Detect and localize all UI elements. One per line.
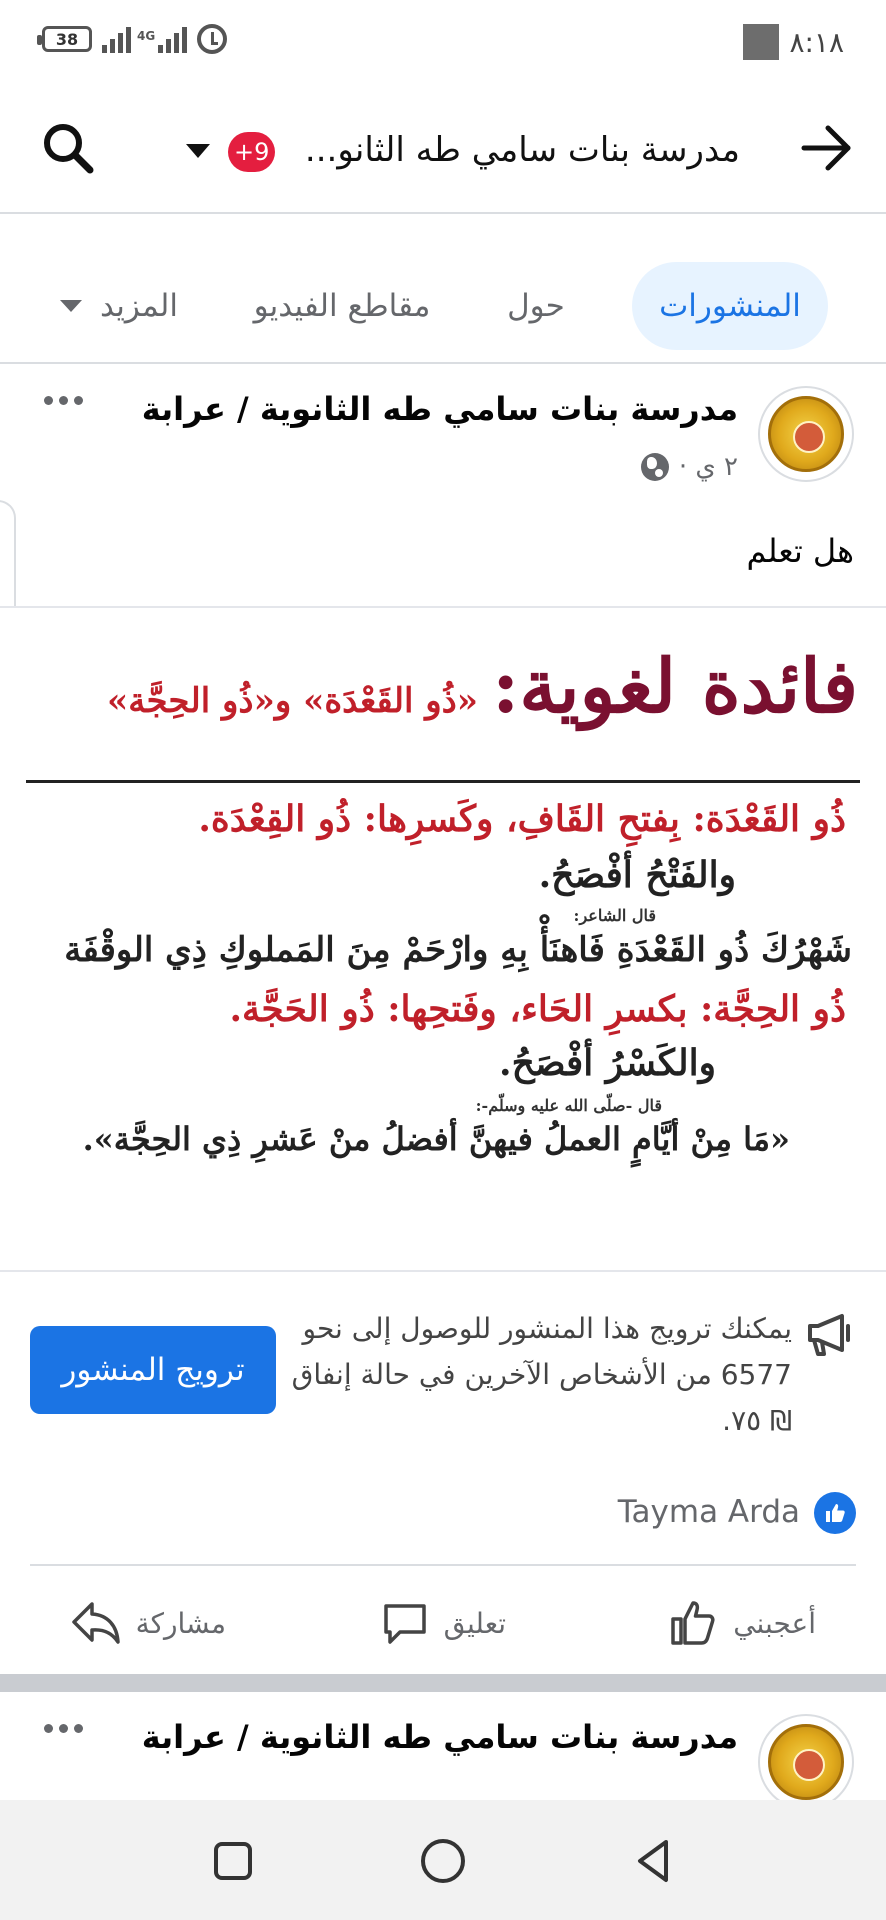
status-right [743,24,844,60]
like-label: أعجبني [733,1606,816,1640]
promote-text: يمكنك ترويج هذا المنشور للوصول إلى نحو 6577 من الأشخاص الآخرين في حالة إنفاق ₪ ٧٥. [291,1312,792,1437]
comment-icon [380,1598,430,1648]
comment-button[interactable] [380,1590,506,1656]
like-button[interactable] [667,1590,816,1656]
more-options-icon[interactable] [44,396,83,405]
tab-more-label: المزيد [100,288,178,324]
school-logo [768,396,844,472]
comment-label: تعليق [443,1606,506,1640]
image-divider [26,780,860,783]
home-icon[interactable] [418,1836,468,1886]
promote-post-button[interactable]: ترويج المنشور [30,1326,276,1414]
image-subtitle: «ذُو القَعْدَة» و«ذُو الحِجَّة» [107,681,479,721]
battery-icon [42,26,92,52]
back-icon[interactable] [628,1836,678,1886]
image-title: فائدة لغوية: [492,644,858,730]
megaphone-icon [800,1312,856,1358]
page-header [0,88,886,214]
notification-icon [743,24,779,60]
image-heading [107,644,858,730]
post [0,1694,886,1804]
tab-more[interactable] [54,262,184,350]
reactor-name: Tayma Arda [617,1494,800,1530]
promote-section [0,1298,886,1444]
notification-badge[interactable]: +9 [228,132,275,172]
image-line: والكَسْرُ أفْصَحُ. [499,1042,716,1084]
post-author[interactable]: مدرسة بنات سامي طه الثانوية / عرابة [141,390,738,428]
chevron-down-icon [60,300,82,312]
avatar[interactable] [758,386,854,482]
signal-icon [102,25,131,53]
battery-level: 38 [55,29,79,49]
back-arrow-icon[interactable] [796,118,856,178]
image-line: قال -صلّى الله عليه وسلّم-: [475,1096,662,1115]
feed-separator [0,1674,886,1692]
image-line: «مَا مِنْ أيَّامٍ العملُ فيهنَّ أفضلُ منْ عَشرِ ذِي الحِجَّة». [82,1120,790,1158]
page-tabs [0,216,886,364]
image-line: والفَتْحُ أفْصَحُ. [538,854,736,896]
post-author[interactable]: مدرسة بنات سامي طه الثانوية / عرابة [141,1718,738,1756]
chevron-down-icon[interactable] [186,144,210,158]
share-button[interactable] [70,1590,226,1656]
post-image[interactable] [0,606,886,1272]
signal-icon-2 [137,25,187,53]
image-line: ذُو القَعْدَة: بِفتحِ القَافِ، وكَسرِها: ذُو القِعْدَة. [198,798,846,840]
tab-posts[interactable]: المنشورات [632,262,828,350]
school-logo [768,1724,844,1800]
more-options-icon[interactable] [44,1724,83,1733]
alarm-icon [197,24,227,54]
status-bar [0,0,886,84]
post-meta [641,452,738,482]
image-line: ذُو الحِجَّة: بكسرِ الحَاء، وفَتحِها: ذُو الحَجَّة. [229,988,846,1030]
action-bar [0,1580,886,1666]
image-line: شَهْرُكَ ذُو القَعْدَةِ فَاهنَأْ بِهِ وارْحَمْ مِنَ المَملوكِ ذِي الوقْفَة [64,930,852,970]
share-label: مشاركة [135,1606,226,1640]
thumbs-up-icon [667,1597,719,1649]
page-title[interactable]: مدرسة بنات سامي طه الثانو... [304,130,740,170]
divider [30,1564,856,1566]
share-icon [70,1598,122,1648]
status-icons [42,24,227,54]
system-nav-bar [0,1800,886,1920]
like-icon [814,1492,856,1534]
clock: ٨:١٨ [789,25,844,59]
reactions-summary[interactable] [0,1484,886,1544]
avatar[interactable] [758,1714,854,1804]
tab-videos[interactable]: مقاطع الفيديو [253,288,431,324]
search-icon[interactable] [40,120,96,176]
recents-icon[interactable] [208,1836,258,1886]
tab-about[interactable]: حول [507,288,565,324]
image-line: قال الشاعر: [573,906,656,925]
post-time[interactable]: ٢ ي · [678,452,738,482]
globe-icon [641,453,669,481]
network-type: 4G [137,29,156,43]
post-text: هل تعلم [746,532,854,570]
